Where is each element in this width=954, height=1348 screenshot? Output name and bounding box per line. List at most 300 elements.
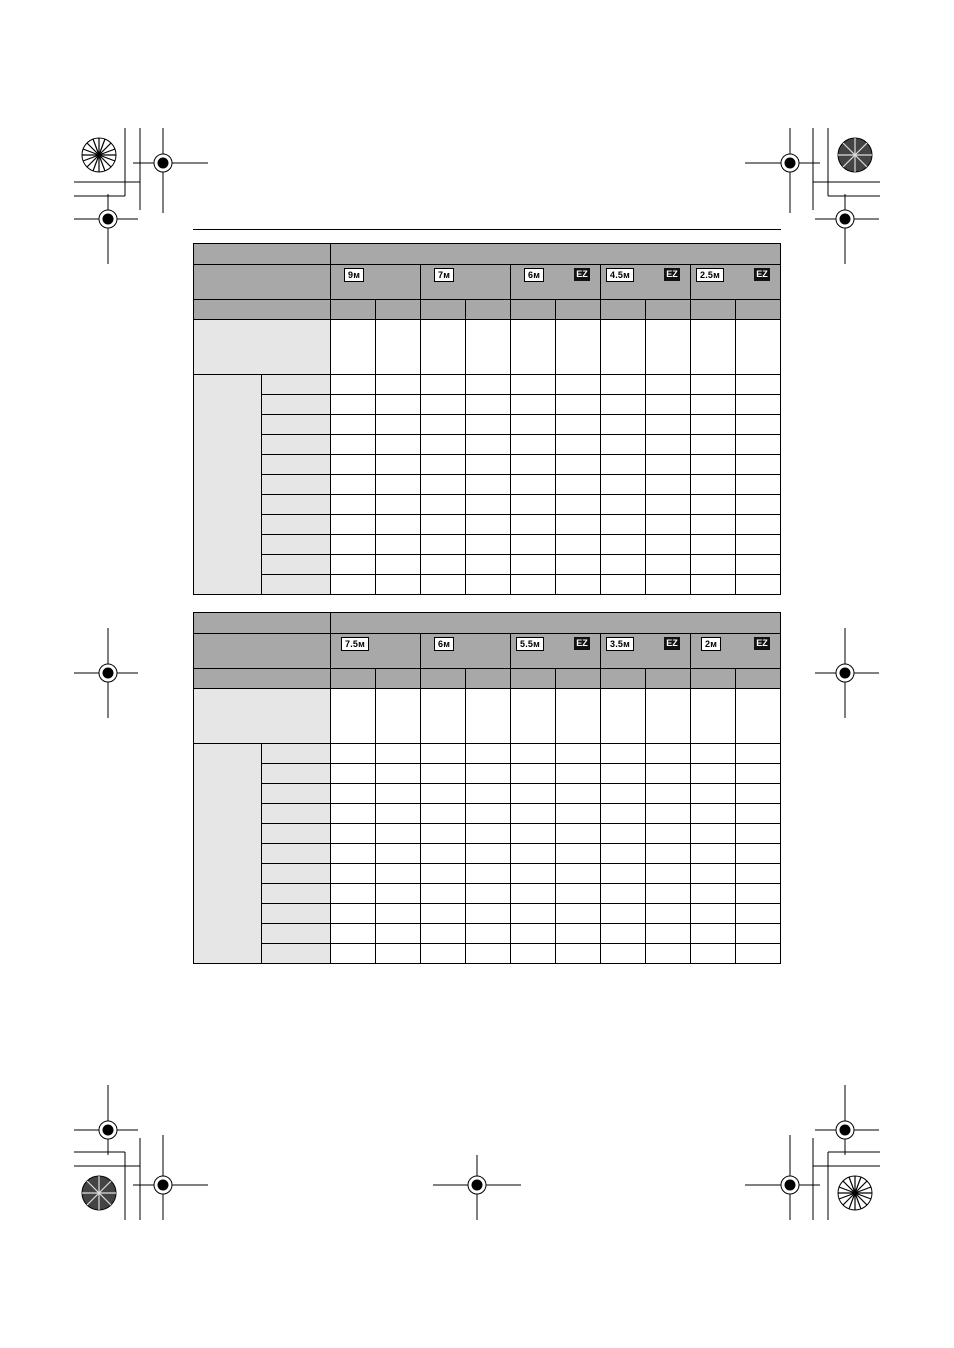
picture-size-icon: 5.5м: [516, 637, 544, 651]
quality-cell: [511, 669, 556, 689]
capacity-cell: [376, 495, 421, 515]
capacity-cell: [511, 575, 556, 595]
capacity-cell: [556, 864, 601, 884]
table-row: [194, 924, 781, 944]
capacity-cell: [466, 455, 511, 475]
capacity-cell: [376, 455, 421, 475]
capacity-cell: [331, 744, 376, 764]
capacity-cell: [331, 475, 376, 495]
table-row: [194, 455, 781, 475]
capacity-cell: [601, 535, 646, 555]
capacity-cell: [601, 475, 646, 495]
media-row-label-cell: [262, 784, 331, 804]
capacity-cell: [646, 375, 691, 395]
registration-target-icon: [815, 194, 879, 264]
picture-size-cell: [511, 265, 601, 300]
capacity-cell: [421, 375, 466, 395]
registration-target-icon: [815, 628, 879, 718]
capacity-cell: [646, 395, 691, 415]
quality-cell: [736, 669, 781, 689]
recording-capacity-table-1: [193, 243, 781, 595]
picture-size-cell: [691, 634, 781, 669]
capacity-cell: [646, 884, 691, 904]
capacity-cell: [556, 824, 601, 844]
capacity-cell: [511, 435, 556, 455]
capacity-cell: [646, 784, 691, 804]
capacity-cell: [736, 784, 781, 804]
capacity-cell: [736, 944, 781, 964]
quality-cell: [556, 669, 601, 689]
media-row-label-cell: [262, 475, 331, 495]
capacity-cell: [331, 904, 376, 924]
table-body: [194, 375, 781, 595]
capacity-cell: [556, 555, 601, 575]
table-row: [194, 904, 781, 924]
capacity-cell: [331, 395, 376, 415]
capacity-cell: [736, 804, 781, 824]
starburst-target-icon: [838, 138, 872, 172]
capacity-cell: [331, 824, 376, 844]
capacity-cell: [376, 575, 421, 595]
capacity-cell: [511, 804, 556, 824]
capacity-cell: [646, 455, 691, 475]
capacity-cell: [421, 924, 466, 944]
capacity-cell: [466, 475, 511, 495]
quality-label-cell: [194, 669, 331, 689]
capacity-cell: [331, 375, 376, 395]
file-size-label-cell: [194, 320, 331, 375]
capacity-cell: [736, 495, 781, 515]
table-row: [194, 515, 781, 535]
capacity-cell: [556, 764, 601, 784]
capacity-cell: [466, 844, 511, 864]
table-row: [194, 764, 781, 784]
capacity-cell: [466, 515, 511, 535]
quality-cell: [466, 669, 511, 689]
table-row: [194, 575, 781, 595]
capacity-cell: [466, 555, 511, 575]
capacity-cell: [376, 555, 421, 575]
capacity-cell: [691, 784, 736, 804]
capacity-cell: [691, 864, 736, 884]
extended-zoom-icon: EZ: [754, 268, 770, 281]
table-header-label-cell: [194, 613, 331, 634]
capacity-cell: [511, 375, 556, 395]
capacity-cell: [601, 864, 646, 884]
capacity-cell: [691, 455, 736, 475]
capacity-cell: [511, 864, 556, 884]
picture-size-icon: 2м: [701, 637, 721, 651]
capacity-cell: [736, 904, 781, 924]
capacity-cell: [511, 455, 556, 475]
registration-target-icon: [74, 1085, 138, 1155]
media-group-label-cell: [194, 375, 262, 595]
capacity-cell: [466, 784, 511, 804]
capacity-cell: [466, 884, 511, 904]
capacity-cell: [511, 535, 556, 555]
file-size-label-cell: [194, 689, 331, 744]
capacity-cell: [421, 535, 466, 555]
picture-size-icon: 7м: [434, 268, 454, 282]
media-row-label-cell: [262, 944, 331, 964]
registration-target-icon: [74, 628, 138, 718]
capacity-cell: [331, 884, 376, 904]
capacity-cell: [421, 555, 466, 575]
capacity-cell: [601, 415, 646, 435]
capacity-cell: [601, 495, 646, 515]
capacity-cell: [511, 784, 556, 804]
capacity-cell: [376, 784, 421, 804]
capacity-cell: [736, 884, 781, 904]
table-row: [194, 944, 781, 964]
capacity-cell: [691, 555, 736, 575]
capacity-cell: [331, 575, 376, 595]
capacity-cell: [466, 804, 511, 824]
file-size-cell: [646, 320, 691, 375]
capacity-cell: [466, 535, 511, 555]
capacity-cell: [376, 515, 421, 535]
capacity-cell: [421, 415, 466, 435]
capacity-cell: [556, 575, 601, 595]
quality-cell: [601, 300, 646, 320]
capacity-cell: [556, 375, 601, 395]
media-group-label-cell: [194, 744, 262, 964]
extended-zoom-icon: EZ: [754, 637, 770, 650]
capacity-cell: [646, 555, 691, 575]
capacity-cell: [421, 844, 466, 864]
quality-cell: [466, 300, 511, 320]
capacity-cell: [736, 415, 781, 435]
quality-cell: [331, 300, 376, 320]
capacity-cell: [646, 475, 691, 495]
capacity-cell: [331, 555, 376, 575]
capacity-cell: [601, 784, 646, 804]
capacity-cell: [556, 535, 601, 555]
capacity-cell: [646, 764, 691, 784]
table-row: [194, 375, 781, 395]
capacity-cell: [421, 764, 466, 784]
capacity-cell: [376, 435, 421, 455]
capacity-cell: [691, 535, 736, 555]
media-row-label-cell: [262, 415, 331, 435]
capacity-cell: [691, 475, 736, 495]
capacity-cell: [421, 475, 466, 495]
capacity-cell: [646, 904, 691, 924]
table-row: [194, 844, 781, 864]
capacity-cell: [736, 575, 781, 595]
media-row-label-cell: [262, 804, 331, 824]
capacity-cell: [601, 764, 646, 784]
table-row: [194, 435, 781, 455]
capacity-cell: [331, 415, 376, 435]
file-size-cell: [421, 320, 466, 375]
quality-cell: [376, 300, 421, 320]
capacity-cell: [511, 904, 556, 924]
quality-cell: [736, 300, 781, 320]
capacity-cell: [331, 764, 376, 784]
quality-cell: [691, 669, 736, 689]
media-row-label-cell: [262, 395, 331, 415]
quality-label-cell: [194, 300, 331, 320]
media-row-label-cell: [262, 924, 331, 944]
capacity-cell: [466, 764, 511, 784]
table-header-span-cell: [331, 244, 781, 265]
capacity-cell: [736, 824, 781, 844]
capacity-cell: [691, 415, 736, 435]
file-size-cell: [466, 689, 511, 744]
capacity-cell: [646, 415, 691, 435]
media-row-label-cell: [262, 435, 331, 455]
capacity-cell: [466, 904, 511, 924]
capacity-cell: [421, 824, 466, 844]
media-row-label-cell: [262, 884, 331, 904]
capacity-cell: [511, 475, 556, 495]
table-row: [194, 495, 781, 515]
picture-size-icon: 6м: [524, 268, 544, 282]
table-row: [194, 824, 781, 844]
capacity-cell: [691, 515, 736, 535]
capacity-cell: [736, 515, 781, 535]
capacity-cell: [736, 455, 781, 475]
file-size-cell: [691, 320, 736, 375]
table-row: [194, 555, 781, 575]
capacity-cell: [646, 944, 691, 964]
file-size-cell: [466, 320, 511, 375]
capacity-cell: [556, 415, 601, 435]
extended-zoom-icon: EZ: [574, 637, 590, 650]
quality-cell: [421, 669, 466, 689]
registration-target-icon: [133, 128, 208, 213]
registration-target-icon: [433, 1155, 521, 1220]
capacity-cell: [646, 515, 691, 535]
capacity-cell: [646, 575, 691, 595]
capacity-cell: [331, 495, 376, 515]
picture-size-cell: [331, 634, 421, 669]
file-size-cell: [376, 320, 421, 375]
table-row: [194, 744, 781, 764]
capacity-cell: [376, 884, 421, 904]
capacity-cell: [511, 884, 556, 904]
capacity-cell: [331, 455, 376, 475]
capacity-cell: [331, 515, 376, 535]
capacity-cell: [421, 575, 466, 595]
capacity-cell: [736, 924, 781, 944]
capacity-cell: [511, 824, 556, 844]
capacity-cell: [511, 924, 556, 944]
table-row: [194, 884, 781, 904]
registration-target-icon: [745, 128, 820, 213]
capacity-cell: [376, 764, 421, 784]
capacity-cell: [601, 844, 646, 864]
file-size-cell: [556, 320, 601, 375]
capacity-cell: [691, 924, 736, 944]
media-row-label-cell: [262, 844, 331, 864]
capacity-cell: [691, 395, 736, 415]
quality-cell: [511, 300, 556, 320]
capacity-cell: [646, 924, 691, 944]
capacity-cell: [736, 435, 781, 455]
capacity-cell: [736, 535, 781, 555]
capacity-cell: [421, 944, 466, 964]
starburst-target-icon: [82, 138, 116, 172]
capacity-cell: [646, 864, 691, 884]
picture-size-icon: 4.5м: [606, 268, 634, 282]
capacity-cell: [736, 864, 781, 884]
media-row-label-cell: [262, 764, 331, 784]
extended-zoom-icon: EZ: [664, 268, 680, 281]
capacity-cell: [421, 784, 466, 804]
capacity-cell: [331, 804, 376, 824]
file-size-cell: [736, 320, 781, 375]
capacity-cell: [421, 495, 466, 515]
capacity-cell: [421, 904, 466, 924]
capacity-cell: [601, 884, 646, 904]
picture-size-icon: 3.5м: [606, 637, 634, 651]
capacity-cell: [556, 744, 601, 764]
media-row-label-cell: [262, 904, 331, 924]
capacity-cell: [736, 375, 781, 395]
capacity-cell: [646, 535, 691, 555]
capacity-cell: [736, 744, 781, 764]
capacity-cell: [556, 475, 601, 495]
table-row: [194, 415, 781, 435]
capacity-cell: [556, 804, 601, 824]
quality-cell: [601, 669, 646, 689]
capacity-cell: [691, 764, 736, 784]
capacity-cell: [556, 924, 601, 944]
media-row-label-cell: [262, 555, 331, 575]
capacity-cell: [511, 515, 556, 535]
capacity-cell: [556, 944, 601, 964]
capacity-cell: [466, 375, 511, 395]
media-row-label-cell: [262, 495, 331, 515]
quality-cell: [556, 300, 601, 320]
capacity-cell: [376, 864, 421, 884]
capacity-cell: [601, 515, 646, 535]
quality-cell: [691, 300, 736, 320]
file-size-cell: [646, 689, 691, 744]
capacity-cell: [556, 884, 601, 904]
capacity-cell: [556, 495, 601, 515]
capacity-cell: [646, 844, 691, 864]
table-row: [194, 535, 781, 555]
picture-size-cell: [691, 265, 781, 300]
capacity-cell: [421, 455, 466, 475]
capacity-cell: [421, 435, 466, 455]
capacity-cell: [376, 744, 421, 764]
capacity-cell: [466, 495, 511, 515]
table-row: [194, 475, 781, 495]
file-size-cell: [601, 320, 646, 375]
starburst-target-icon: [838, 1176, 872, 1210]
quality-cell: [376, 669, 421, 689]
header-rule: [193, 229, 781, 230]
file-size-cell: [511, 689, 556, 744]
capacity-cell: [601, 375, 646, 395]
capacity-cell: [511, 395, 556, 415]
capacity-cell: [691, 904, 736, 924]
picture-size-label-cell: [194, 634, 331, 669]
capacity-cell: [331, 924, 376, 944]
file-size-cell: [331, 689, 376, 744]
capacity-cell: [691, 884, 736, 904]
capacity-cell: [466, 395, 511, 415]
capacity-cell: [691, 375, 736, 395]
capacity-cell: [376, 375, 421, 395]
registration-target-icon: [133, 1135, 208, 1220]
capacity-cell: [601, 555, 646, 575]
capacity-cell: [511, 944, 556, 964]
capacity-cell: [601, 924, 646, 944]
capacity-cell: [466, 924, 511, 944]
capacity-cell: [466, 944, 511, 964]
capacity-cell: [376, 904, 421, 924]
capacity-cell: [556, 844, 601, 864]
capacity-cell: [466, 435, 511, 455]
capacity-cell: [646, 744, 691, 764]
recording-capacity-table-2: [193, 612, 781, 964]
capacity-cell: [421, 864, 466, 884]
capacity-cell: [511, 555, 556, 575]
capacity-cell: [691, 824, 736, 844]
capacity-cell: [601, 744, 646, 764]
media-row-label-cell: [262, 575, 331, 595]
capacity-cell: [691, 495, 736, 515]
table-header-label-cell: [194, 244, 331, 265]
media-row-label-cell: [262, 864, 331, 884]
capacity-cell: [691, 575, 736, 595]
capacity-cell: [376, 475, 421, 495]
table-row: [194, 804, 781, 824]
capacity-cell: [556, 515, 601, 535]
picture-size-cell: [421, 634, 511, 669]
capacity-cell: [556, 455, 601, 475]
capacity-cell: [466, 415, 511, 435]
capacity-cell: [511, 415, 556, 435]
capacity-cell: [331, 864, 376, 884]
capacity-cell: [421, 884, 466, 904]
capacity-cell: [601, 575, 646, 595]
capacity-cell: [556, 395, 601, 415]
capacity-cell: [646, 435, 691, 455]
capacity-cell: [736, 475, 781, 495]
capacity-cell: [511, 744, 556, 764]
extended-zoom-icon: EZ: [664, 637, 680, 650]
capacity-cell: [421, 744, 466, 764]
capacity-cell: [691, 435, 736, 455]
capacity-cell: [331, 844, 376, 864]
capacity-cell: [331, 535, 376, 555]
capacity-cell: [376, 804, 421, 824]
capacity-cell: [646, 804, 691, 824]
capacity-cell: [376, 944, 421, 964]
capacity-cell: [376, 844, 421, 864]
capacity-cell: [376, 924, 421, 944]
table-row: [194, 864, 781, 884]
file-size-cell: [376, 689, 421, 744]
media-row-label-cell: [262, 515, 331, 535]
registration-target-icon: [74, 194, 138, 264]
picture-size-cell: [331, 265, 421, 300]
capacity-cell: [601, 435, 646, 455]
capacity-cell: [331, 944, 376, 964]
file-size-cell: [331, 320, 376, 375]
capacity-cell: [646, 824, 691, 844]
table-header-span-cell: [331, 613, 781, 634]
capacity-cell: [421, 804, 466, 824]
file-size-cell: [736, 689, 781, 744]
capacity-cell: [691, 944, 736, 964]
